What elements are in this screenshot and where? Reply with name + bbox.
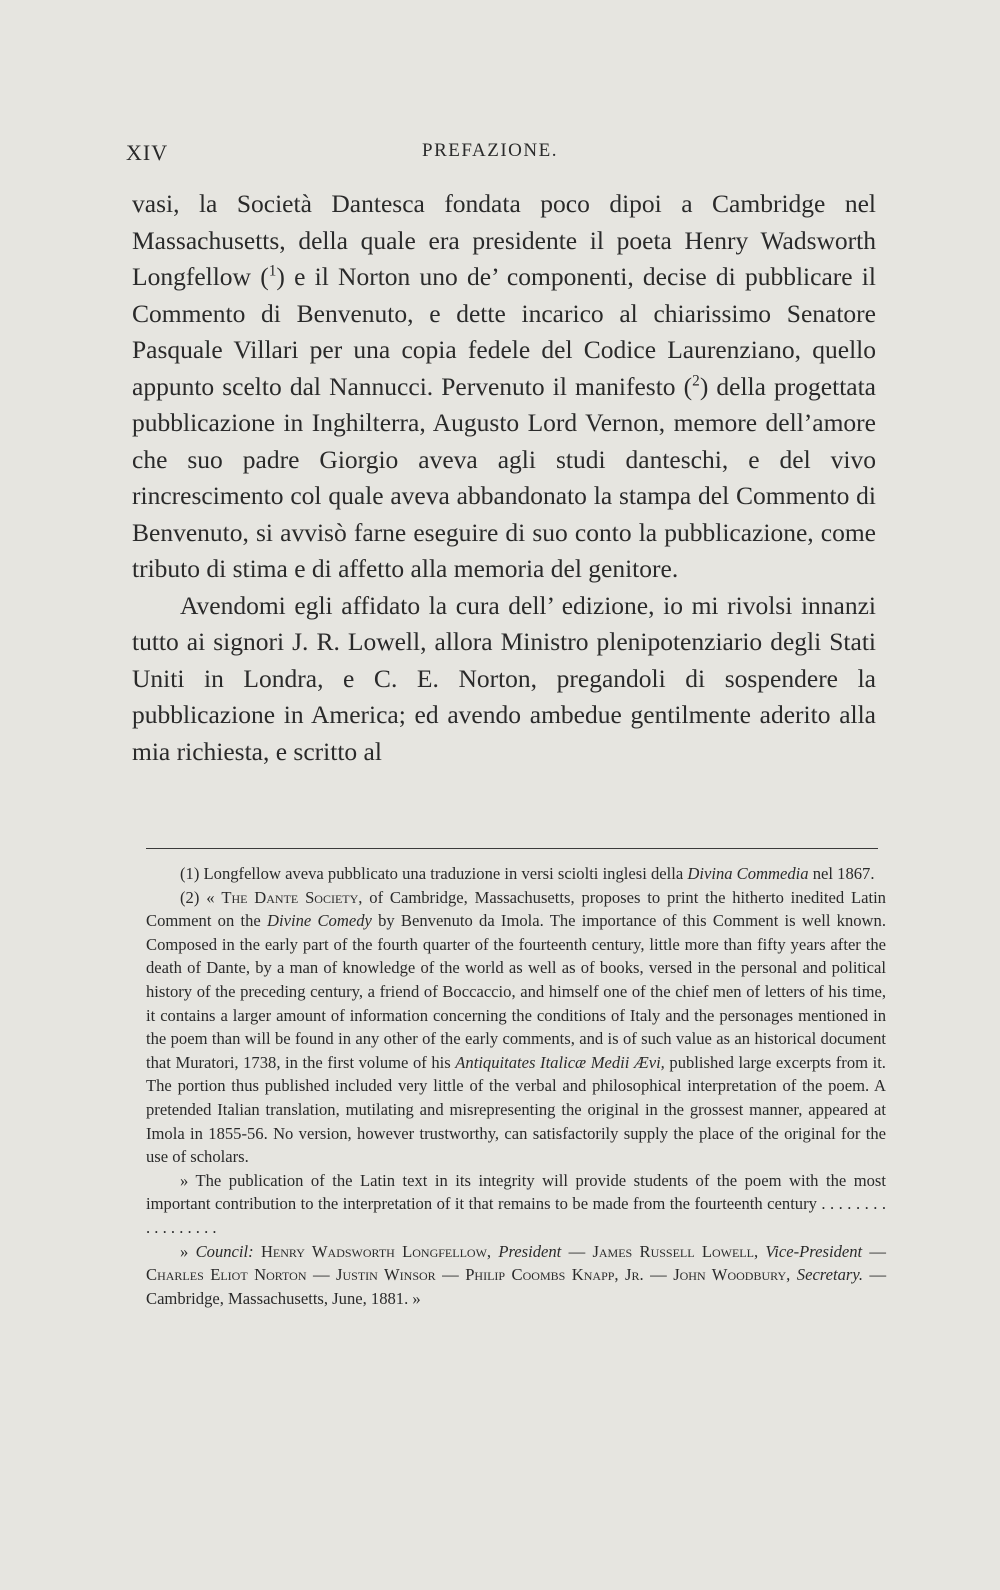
body-text [132, 186, 876, 770]
footnotes [146, 862, 886, 1310]
page-header [126, 140, 878, 174]
footnote-2-paragraph-2: » The publication of the Latin text in its integrity will provide students of the poem with the most important contribution to the interpretation of it that remains to be made from the fourteenth century . . . . . . . . . . . . . . . . . [146, 1170, 886, 1237]
footnote-rule [146, 848, 878, 849]
body-paragraph-2: Avendomi egli affidato la cura dell’ edizione, io mi rivolsi innanzi tutto ai signori J. R. Lowell, allora Ministro plenipotenziario degli Stati Uniti in Londra, e C. E. Norton, pregandoli di sospendere la pubblicazione in America; ed avendo ambedue gentilmente aderito alla mia richiesta, e scritto al [132, 590, 876, 766]
footnote-1: (1) Longfellow aveva pubblicato una traduzione in versi sciolti inglesi della Divina Commedia nel 1867. [180, 864, 875, 883]
page-number: XIV [126, 140, 169, 165]
footnote-2: (2) « The Dante Society, of Cambridge, Massachusetts, proposes to print the hitherto inedited Latin Comment on the Divine Comedy by Benvenuto da Imola. The importance of this Comment is well known. Composed in the early part of the fourth quarter of the fourteenth century, little more than fifty years after the death of Dante, by a man of knowledge of the world as well as of books, versed in the personal and political history of the preceding century, a friend of Boccaccio, and himself one of the chief men of letters of his time, it contains a larger amount of information concerning the conditions of Italy and the personages mentioned in the poem than will be found in any other of the early comments, and is of such value as an historical document that Muratori, 1738, in the first volume of his Antiquitates Italicæ Medii Ævi, published large excerpts from it. The portion thus published included very little of the verbal and philosophical interpretation of the poem. A pretended Italian translation, mutilating and misrepresenting the original in the grossest manner, appeared at Imola in 1855-56. No version, however trustworthy, can satisfactorily supply the place of the original for the use of scholars. [146, 887, 886, 1167]
footnote-ref-1: 1 [268, 262, 277, 280]
footnote-2-council: » Council: Henry Wadsworth Longfellow, President — James Russell Lowell, Vice-President — Charles Eliot Norton — Justin Winsor — Philip Coombs Knapp, Jr. — John Woodbury, Secretary. — Cambridge, Massachusetts, June, 1881. » [146, 1241, 887, 1308]
running-title: PREFAZIONE. [422, 140, 558, 161]
footnote-ref-2: 2 [692, 372, 700, 389]
body-paragraph-1: vasi, la Società Dantesca fondata poco dipoi a Cambridge nel Massachusetts, della quale era presidente il poeta Henry Wadsworth Longfellow ($^1$) e il Norton uno de’ componenti, decise di pubblicare il Commento di Benvenuto, e dette incarico al chiarissimo Senatore Pasquale Villari per una copia fedele del Codice Laurenziano, quello appunto scelto dal Nannucci. Pervenuto il manifesto ($^2$) della progettata pubblicazione in Inghilterra, Augusto Lord Vernon, memore dell’amore che suo padre Giorgio aveva agli studi danteschi, e del vivo rincrescimento col quale aveva abbandonato la stampa del Commento di Benvenuto, si avvisò farne eseguire di suo conto la pubblicazione, come tributo di stima e di affetto alla memoria del genitore. [132, 189, 877, 583]
